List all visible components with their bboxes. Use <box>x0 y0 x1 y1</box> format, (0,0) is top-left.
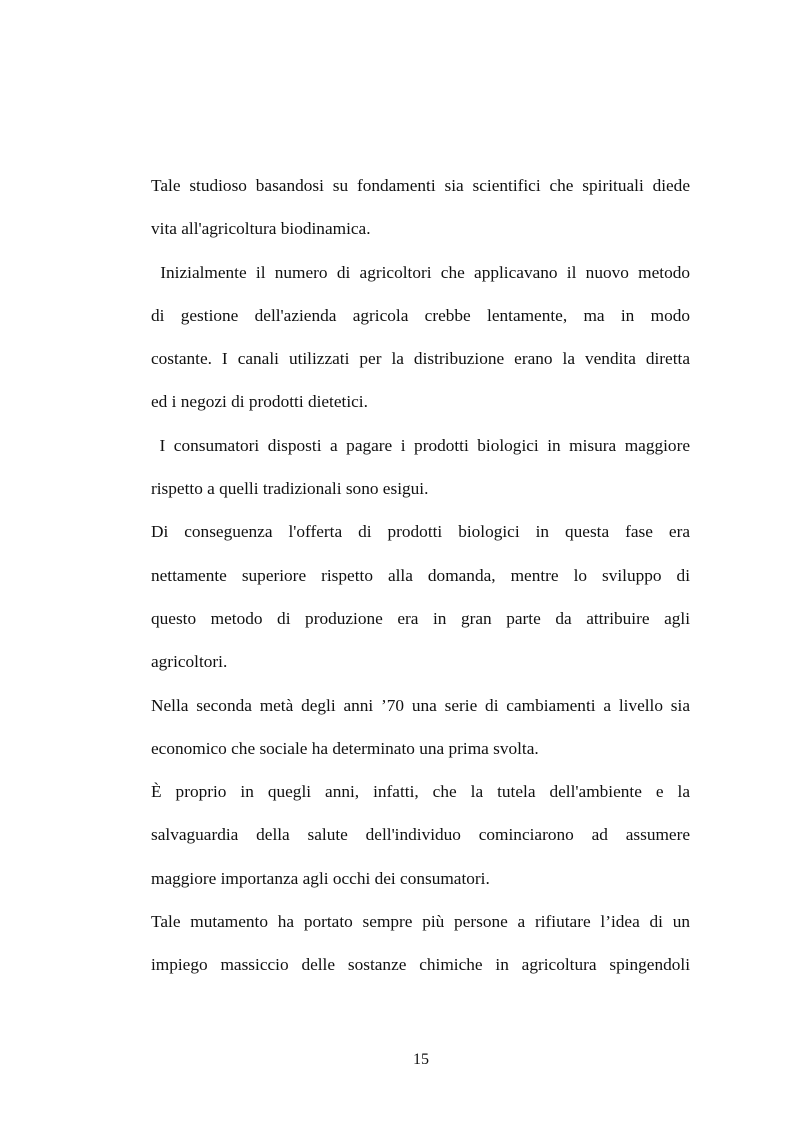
text-line: vita all'agricoltura biodinamica. <box>151 219 371 239</box>
text-line: rispetto a quelli tradizionali sono esigui. <box>151 479 429 499</box>
text-line: nettamente superiore rispetto alla domanda, mentre lo sviluppo di <box>151 565 690 585</box>
text-line: agricoltori. <box>151 652 228 672</box>
text-line: Tale studioso basandosi su fondamenti sia scientifici che spirituali diede <box>151 176 690 195</box>
text-line: È proprio in quegli anni, infatti, che la tutela dell'ambiente e la <box>151 782 690 802</box>
text-line: economico che sociale ha determinato una prima svolta. <box>151 738 539 758</box>
text-line: salvaguardia della salute dell'individuo cominciarono ad assumere <box>151 825 690 845</box>
text-line: di gestione dell'azienda agricola crebbe lentamente, ma in modo <box>151 305 690 325</box>
text-line: Di conseguenza l'offerta di prodotti biologici in questa fase era <box>151 522 690 542</box>
text-line: questo metodo di produzione era in gran parte da attribuire agli <box>151 608 690 628</box>
text-line: maggiore importanza agli occhi dei consumatori. <box>151 868 490 888</box>
text-line: Tale mutamento ha portato sempre più persone a rifiutare l’idea di un <box>151 912 690 932</box>
text-line: costante. I canali utilizzati per la distribuzione erano la vendita diretta <box>151 349 690 369</box>
text-line: Inizialmente il numero di agricoltori che applicavano il nuovo metodo <box>151 262 690 282</box>
document-body <box>151 164 690 987</box>
page-number: 15 <box>413 1051 429 1068</box>
text-line: Nella seconda metà degli anni ’70 una serie di cambiamenti a livello sia <box>151 695 690 715</box>
text-line: impiego massiccio delle sostanze chimiche in agricoltura spingendoli <box>151 955 690 975</box>
text-line: I consumatori disposti a pagare i prodotti biologici in misura maggiore <box>151 435 690 455</box>
text-line: ed i negozi di prodotti dietetici. <box>151 392 368 412</box>
